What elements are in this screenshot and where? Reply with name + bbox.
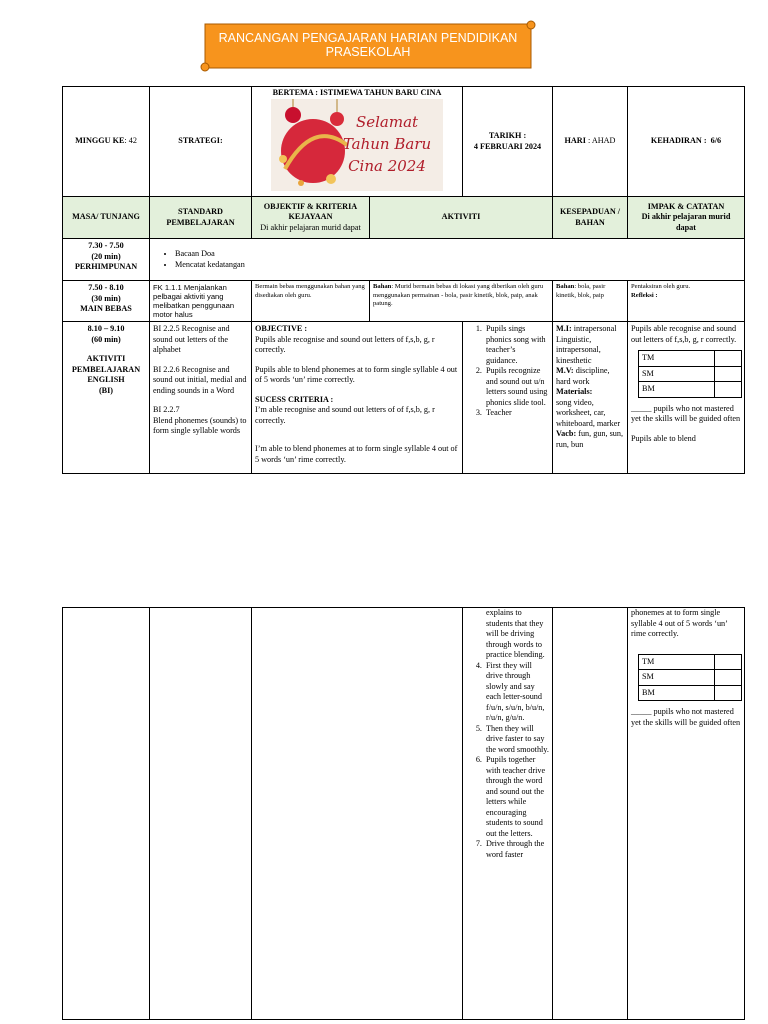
cont-standard [150,608,252,1020]
page-title: RANCANGAN PENGAJARAN HARIAN PENDIDIKAN PRASEKOLAH [218,31,518,59]
cont-masa [63,608,150,1020]
col-masa: MASA/ TUNJANG [63,197,150,239]
svg-text:Selamat: Selamat [355,112,419,131]
strategi-cell: STRATEGI: [150,87,252,197]
col-impak: IMPAK & CATATAN Di akhir pelajaran murid dapat [628,197,745,239]
cny-poster-image [271,99,443,191]
col-standard: STANDARD PEMBELAJARAN [150,197,252,239]
list-item: 1. Pupils sings phonics song with teacher’s guidance. [484,324,549,366]
main-bebas-aktiviti: Bahan: Murid bermain bebas di lokasi yang diberikan oleh guru menggunakan permainan - bola, pasir kinetik, blok, paip, anak patung. [370,281,553,322]
list-item: explains to students that they will be driving through words to practice blending. [486,608,545,659]
bi-time: 8.10 – 9.10 (60 min) AKTIVITI PEMBELAJARAN ENGLISH (BI) [63,322,150,474]
bertema-cell: BERTEMA : ISTIMEWA TAHUN BARU CINA Selamat Tahun Baru Cina 2024 [252,87,463,197]
mastery-table: TM SM BM [638,654,742,702]
bi-aktiviti [463,322,553,474]
list-item: 3. Teacher [484,408,549,419]
minggu-cell: MINGGU KE: 42 [63,87,150,197]
title-banner [200,20,536,72]
col-kesepaduan: KESEPADUAN / BAHAN [553,197,628,239]
cont-kesepaduan [553,608,628,1020]
list-item: • Mencatat kedatangan [175,260,741,271]
list-item: 2. Pupils recognize and sound out u/n letters sound using phonics slide tool. [484,366,549,408]
main-bebas-standard: FK 1.1.1 Menjalankan pelbagai aktiviti yang melibatkan penggunaan motor halus [150,281,252,322]
col-objektif: OBJEKTIF & KRITERIA KEJAYAAN Di akhir pelajaran murid dapat [252,197,370,239]
main-bebas-bahan: Bahan: bola, pasir kinetik, blok, paip [553,281,628,322]
bi-objective: OBJECTIVE : Pupils able recognise and sound out letters of f,s,b, g, r correctly. Pupils able to blend phonemes at to form single syllable 4 out of 5 words ‘un’ rime correctly. SUCESS CRITERIA : I’m able recognise and sound out letters of of f,s,b, g, r correctly. I’m able to blend phonemes at to form single syllable 4 out of 5 words ‘un’ rime correctly. [252,322,463,474]
list-item: 6. Pupils together with teacher drive through the word and sound out the letters while encouraging students to sound out the letters. [484,755,549,839]
hari-cell: HARI : AHAD [553,87,628,197]
col-aktiviti: AKTIVITI [370,197,553,239]
perhimpunan-content [150,239,745,281]
mastery-table: TM SM BM [638,350,742,398]
bi-standard: BI 2.2.5 Recognise and sound out letters of the alphabet BI 2.2.6 Recognise and sound out initial, medial and ending sounds in a Word BI 2.2.7 Blend phonemes (sounds) to form single syllable words [150,322,252,474]
kehadiran-cell: KEHADIRAN : 6/6 [628,87,745,197]
main-bebas-objektif: Bermain bebas menggunakan bahan yang disediakan oleh guru. [252,281,370,322]
bi-kesepaduan: M.I: intrapersonal Linguistic, intrapersonal, kinesthetic M.V: discipline, hard work Materials: song video, worksheet, car, whiteboard, marker Vacb: fun, gun, sun, run, bun [553,322,628,474]
main-bebas-impak: Pentaksiran oleh guru. Refleksi : [628,281,745,322]
main-bebas-time: 7.50 - 8.10 (30 min) MAIN BEBAS [63,281,150,322]
cont-objective [252,608,463,1020]
svg-text:Cina 2024: Cina 2024 [348,156,426,175]
list-item: 4. First they will drive through slowly and say each letter-sound f/u/n, s/u/n, b/u/n, r/u/n, g/u/n. [484,661,549,724]
cont-impak: phonemes at to form single syllable 4 out of 5 words ‘un’ rime correctly. TM SM BM _____ pupils who not mastered yet the skills will be guided often [628,608,745,1020]
lesson-plan-table [62,86,745,474]
perhimpunan-time: 7.30 - 7.50 (20 min) PERHIMPUNAN [63,239,150,281]
list-item: • Bacaan Doa [175,249,741,260]
list-item: 7. Drive through the word faster [484,839,549,860]
list-item: 5. Then they will drive faster to say the word smoothly. [484,724,549,756]
tarikh-cell: TARIKH : 4 FEBRUARI 2024 [463,87,553,197]
bi-impak: Pupils able recognise and sound out letters of f,s,b, g, r correctly. TM SM BM _____ pupils who not mastered yet the skills will be guided often Pupils able to blend [628,322,745,474]
cont-aktiviti [463,608,553,1020]
svg-text:Tahun Baru: Tahun Baru [342,134,432,153]
lesson-plan-table-continued [62,607,745,1020]
